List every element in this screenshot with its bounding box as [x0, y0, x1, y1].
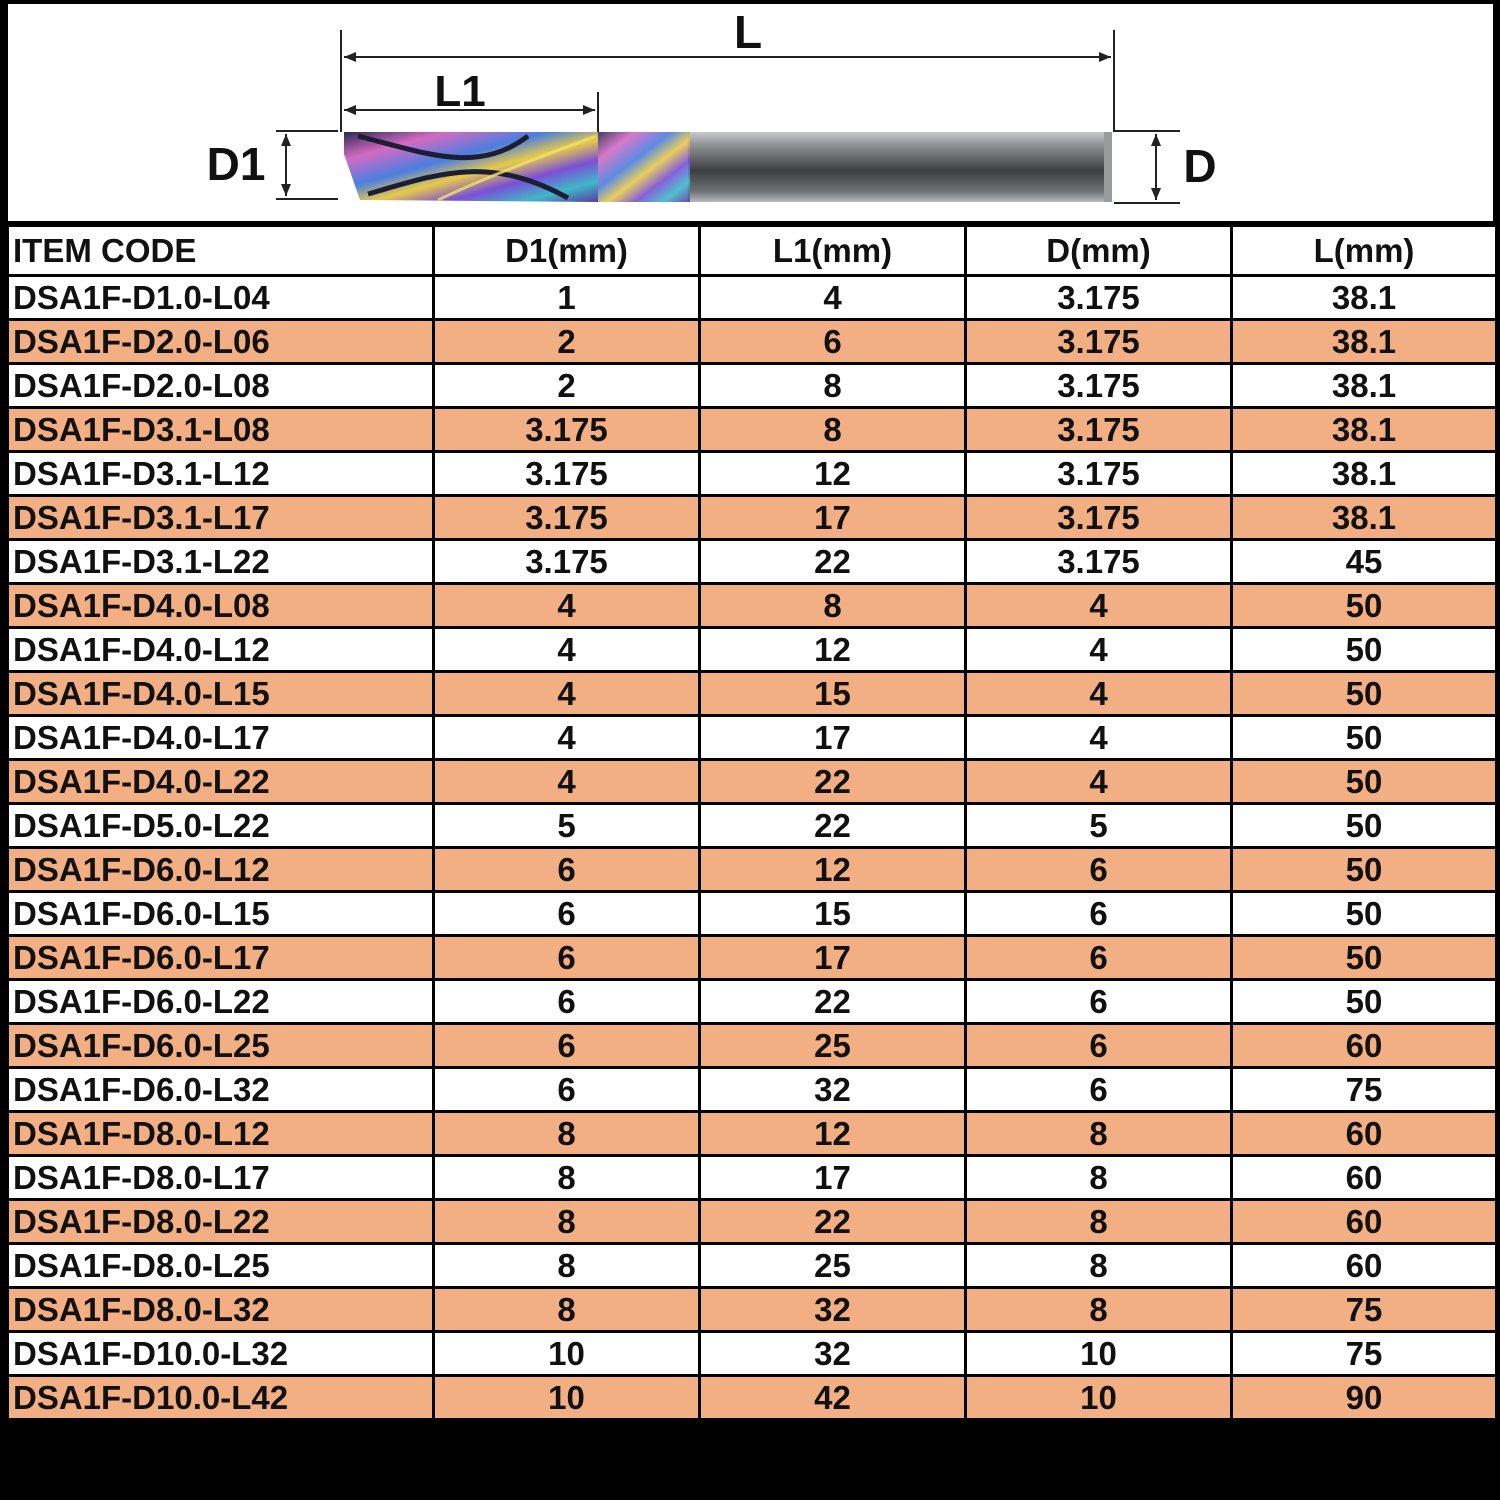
l-cell: 38.1: [1232, 496, 1497, 540]
d-cell: 3.175: [966, 452, 1232, 496]
d-cell: 6: [966, 980, 1232, 1024]
l1-cell: 42: [700, 1376, 966, 1420]
l-cell: 50: [1232, 760, 1497, 804]
table-row: [8, 716, 1497, 760]
l1-cell: 8: [700, 584, 966, 628]
d1-cell: 2: [434, 320, 700, 364]
d-cell: 3.175: [966, 496, 1232, 540]
d1-cell: 10: [434, 1376, 700, 1420]
end-mill-neck: [598, 132, 690, 202]
header-l1: L1(mm): [700, 226, 966, 276]
l1-cell: 25: [700, 1244, 966, 1288]
l-cell: 50: [1232, 980, 1497, 1024]
d1-cell: 5: [434, 804, 700, 848]
d-cell: 4: [966, 628, 1232, 672]
item-code-cell: DSA1F-D1.0-L04: [8, 276, 434, 320]
d-cell: 3.175: [966, 540, 1232, 584]
d1-cell: 8: [434, 1244, 700, 1288]
table-row: [8, 584, 1497, 628]
l1-cell: 17: [700, 936, 966, 980]
item-code-cell: DSA1F-D10.0-L32: [8, 1332, 434, 1376]
l-cell: 38.1: [1232, 364, 1497, 408]
table-row: [8, 936, 1497, 980]
end-mill-dimension-diagram: [8, 4, 1493, 221]
l-cell: 50: [1232, 936, 1497, 980]
l1-cell: 17: [700, 716, 966, 760]
d-cell: 4: [966, 760, 1232, 804]
item-code-cell: DSA1F-D8.0-L17: [8, 1156, 434, 1200]
l1-arrow-right: [583, 105, 595, 115]
table-row: [8, 892, 1497, 936]
d1-cell: 4: [434, 628, 700, 672]
header-l: L(mm): [1232, 226, 1497, 276]
table-row: [8, 1288, 1497, 1332]
item-code-cell: DSA1F-D4.0-L08: [8, 584, 434, 628]
table-row: [8, 364, 1497, 408]
d-cell: 4: [966, 716, 1232, 760]
d-cell: 8: [966, 1288, 1232, 1332]
header-d1: D1(mm): [434, 226, 700, 276]
d1-cell: 8: [434, 1112, 700, 1156]
d1-cell: 4: [434, 760, 700, 804]
l1-cell: 15: [700, 672, 966, 716]
d-cell: 5: [966, 804, 1232, 848]
l1-cell: 22: [700, 980, 966, 1024]
l-arrow-left: [344, 52, 356, 62]
table-row: [8, 1244, 1497, 1288]
d1-cell: 6: [434, 936, 700, 980]
item-code-cell: DSA1F-D8.0-L12: [8, 1112, 434, 1156]
item-code-cell: DSA1F-D6.0-L32: [8, 1068, 434, 1112]
d1-cell: 3.175: [434, 496, 700, 540]
label-d: D: [1183, 140, 1217, 192]
item-code-cell: DSA1F-D6.0-L22: [8, 980, 434, 1024]
table-row: [8, 496, 1497, 540]
d1-cell: 6: [434, 1024, 700, 1068]
d-cell: 6: [966, 936, 1232, 980]
l-cell: 38.1: [1232, 452, 1497, 496]
table-row: [8, 320, 1497, 364]
label-l1: L1: [434, 67, 486, 116]
l-cell: 60: [1232, 1200, 1497, 1244]
item-code-cell: DSA1F-D5.0-L22: [8, 804, 434, 848]
table-header-row: [8, 226, 1497, 276]
end-mill-shank: [688, 132, 1112, 202]
label-l: L: [733, 6, 763, 58]
l1-cell: 4: [700, 276, 966, 320]
l-cell: 38.1: [1232, 276, 1497, 320]
table-row: [8, 408, 1497, 452]
l1-cell: 22: [700, 804, 966, 848]
d-cell: 4: [966, 584, 1232, 628]
l-cell: 38.1: [1232, 408, 1497, 452]
l1-arrow-left: [344, 105, 356, 115]
l1-cell: 15: [700, 892, 966, 936]
d-cell: 10: [966, 1376, 1232, 1420]
item-code-cell: DSA1F-D8.0-L25: [8, 1244, 434, 1288]
l1-cell: 12: [700, 628, 966, 672]
d-cell: 6: [966, 892, 1232, 936]
d1-cell: 2: [434, 364, 700, 408]
l1-cell: 12: [700, 848, 966, 892]
l1-cell: 6: [700, 320, 966, 364]
d1-cell: 8: [434, 1200, 700, 1244]
specification-table: [6, 224, 1498, 1421]
l-cell: 50: [1232, 804, 1497, 848]
header-item-code: ITEM CODE: [8, 226, 434, 276]
dimension-drawing: [8, 4, 1493, 221]
table-row: [8, 1112, 1497, 1156]
table-row: [8, 848, 1497, 892]
header-d: D(mm): [966, 226, 1232, 276]
l1-cell: 22: [700, 1200, 966, 1244]
d1-cell: 3.175: [434, 540, 700, 584]
table-row: [8, 452, 1497, 496]
table-row: [8, 276, 1497, 320]
table-row: [8, 1024, 1497, 1068]
item-code-cell: DSA1F-D4.0-L15: [8, 672, 434, 716]
table-row: [8, 1200, 1497, 1244]
l-cell: 50: [1232, 672, 1497, 716]
l-cell: 75: [1232, 1332, 1497, 1376]
d-cell: 8: [966, 1156, 1232, 1200]
item-code-cell: DSA1F-D10.0-L42: [8, 1376, 434, 1420]
d-cell: 6: [966, 848, 1232, 892]
l-cell: 75: [1232, 1288, 1497, 1332]
item-code-cell: DSA1F-D8.0-L32: [8, 1288, 434, 1332]
d1-cell: 3.175: [434, 452, 700, 496]
d1-cell: 8: [434, 1288, 700, 1332]
d1-cell: 6: [434, 1068, 700, 1112]
d-cell: 3.175: [966, 408, 1232, 452]
l-cell: 60: [1232, 1156, 1497, 1200]
item-code-cell: DSA1F-D4.0-L17: [8, 716, 434, 760]
l1-cell: 8: [700, 364, 966, 408]
l1-cell: 22: [700, 540, 966, 584]
item-code-cell: DSA1F-D3.1-L08: [8, 408, 434, 452]
l-cell: 45: [1232, 540, 1497, 584]
l1-cell: 12: [700, 452, 966, 496]
d-arrow-top: [1151, 134, 1161, 146]
l-cell: 60: [1232, 1244, 1497, 1288]
l-cell: 60: [1232, 1112, 1497, 1156]
table-row: [8, 804, 1497, 848]
l1-cell: 17: [700, 1156, 966, 1200]
d-cell: 6: [966, 1068, 1232, 1112]
d-cell: 8: [966, 1244, 1232, 1288]
d1-cell: 10: [434, 1332, 700, 1376]
d1-cell: 4: [434, 716, 700, 760]
item-code-cell: DSA1F-D4.0-L22: [8, 760, 434, 804]
item-code-cell: DSA1F-D2.0-L08: [8, 364, 434, 408]
table-row: [8, 1376, 1497, 1420]
item-code-cell: DSA1F-D3.1-L17: [8, 496, 434, 540]
item-code-cell: DSA1F-D3.1-L22: [8, 540, 434, 584]
l-cell: 50: [1232, 584, 1497, 628]
table-row: [8, 1332, 1497, 1376]
l-cell: 75: [1232, 1068, 1497, 1112]
item-code-cell: DSA1F-D4.0-L12: [8, 628, 434, 672]
l-cell: 38.1: [1232, 320, 1497, 364]
table-row: [8, 628, 1497, 672]
d-cell: 3.175: [966, 364, 1232, 408]
table-body: [8, 276, 1497, 1420]
d1-cell: 4: [434, 584, 700, 628]
l-arrow-right: [1099, 52, 1111, 62]
table-row: [8, 1068, 1497, 1112]
label-d1: D1: [206, 138, 266, 190]
item-code-cell: DSA1F-D2.0-L06: [8, 320, 434, 364]
d1-cell: 6: [434, 892, 700, 936]
l-cell: 60: [1232, 1024, 1497, 1068]
d-cell: 3.175: [966, 276, 1232, 320]
l-cell: 50: [1232, 892, 1497, 936]
l1-cell: 12: [700, 1112, 966, 1156]
item-code-cell: DSA1F-D3.1-L12: [8, 452, 434, 496]
table-row: [8, 672, 1497, 716]
d-cell: 4: [966, 672, 1232, 716]
l-cell: 50: [1232, 628, 1497, 672]
d1-cell: 6: [434, 980, 700, 1024]
item-code-cell: DSA1F-D6.0-L17: [8, 936, 434, 980]
l1-cell: 22: [700, 760, 966, 804]
item-code-cell: DSA1F-D8.0-L22: [8, 1200, 434, 1244]
l-cell: 90: [1232, 1376, 1497, 1420]
d1-arrow-bottom: [281, 184, 291, 196]
d1-arrow-top: [281, 134, 291, 146]
item-code-cell: DSA1F-D6.0-L12: [8, 848, 434, 892]
d1-cell: 6: [434, 848, 700, 892]
l1-cell: 8: [700, 408, 966, 452]
l1-cell: 32: [700, 1332, 966, 1376]
d-cell: 8: [966, 1200, 1232, 1244]
l1-cell: 17: [700, 496, 966, 540]
l-cell: 50: [1232, 716, 1497, 760]
table-row: [8, 1156, 1497, 1200]
l1-cell: 25: [700, 1024, 966, 1068]
d-arrow-bottom: [1151, 188, 1161, 200]
d-cell: 10: [966, 1332, 1232, 1376]
item-code-cell: DSA1F-D6.0-L25: [8, 1024, 434, 1068]
d1-cell: 8: [434, 1156, 700, 1200]
d1-cell: 3.175: [434, 408, 700, 452]
l1-cell: 32: [700, 1288, 966, 1332]
d-cell: 3.175: [966, 320, 1232, 364]
d-cell: 8: [966, 1112, 1232, 1156]
item-code-cell: DSA1F-D6.0-L15: [8, 892, 434, 936]
shank-chamfer: [1104, 132, 1112, 202]
l1-cell: 32: [700, 1068, 966, 1112]
l-cell: 50: [1232, 848, 1497, 892]
d1-cell: 1: [434, 276, 700, 320]
table-row: [8, 980, 1497, 1024]
d1-cell: 4: [434, 672, 700, 716]
table-row: [8, 760, 1497, 804]
table-row: [8, 540, 1497, 584]
d-cell: 6: [966, 1024, 1232, 1068]
